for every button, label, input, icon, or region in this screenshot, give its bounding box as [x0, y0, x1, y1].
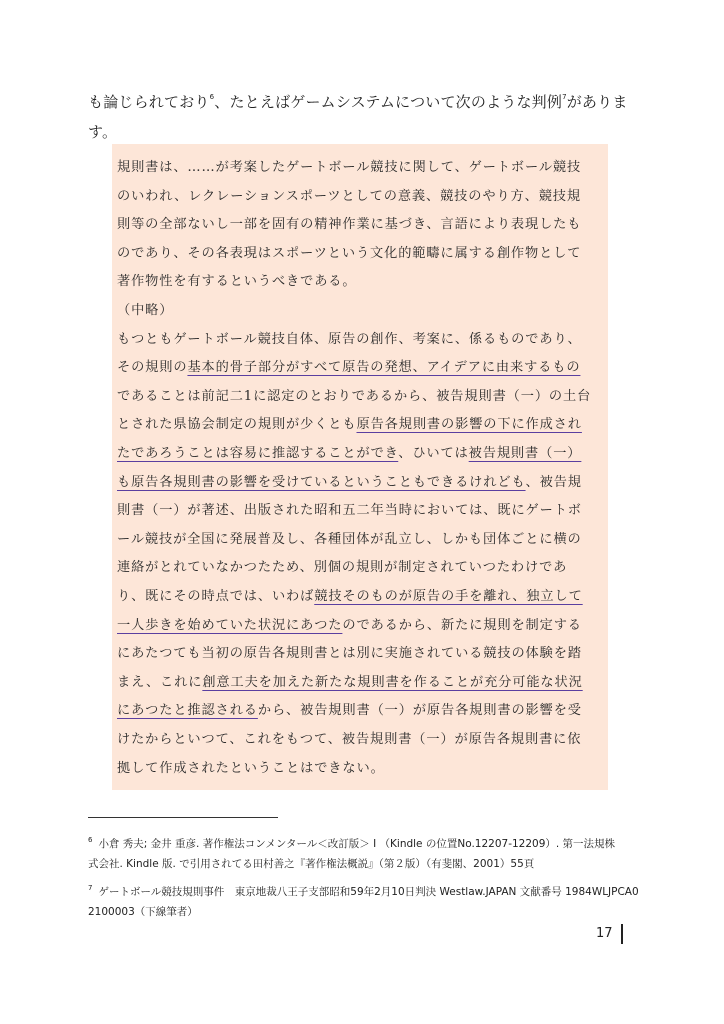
- quote-text: もつともゲートボール競技自体、原告の創作、考案に、係るものであり、: [117, 331, 582, 347]
- footnote-7-line-2: [88, 900, 648, 924]
- quote-line: [117, 211, 607, 239]
- quote-text: 拠して作成されたということはできない。: [117, 760, 385, 776]
- quote-text: 連絡がとれていなかつたため、別個の規則が制定されていつたわけであ: [117, 560, 568, 576]
- intro-text-1: も論じられており: [88, 93, 210, 111]
- quote-line: [117, 526, 607, 554]
- quote-line: [117, 583, 607, 611]
- intro-text-2: 、たとえばゲームシステムについて次のような判例: [214, 93, 563, 111]
- footnote-6-line-2: [88, 852, 648, 876]
- quote-text: 則書（一）が著述、出版された昭和五二年当時においては、既にゲートボ: [117, 503, 582, 519]
- quote-text: であることは前記二1に認定のとおりであるから、被告規則書（一）の土台: [117, 388, 592, 404]
- underlined-text: 一人歩きを始めていた状況にあつた: [117, 617, 343, 633]
- quote-line: [117, 326, 607, 354]
- footnote-ref-6[interactable]: 6: [209, 93, 215, 101]
- intro-text-4: す。: [88, 123, 118, 141]
- quote-line: [117, 640, 607, 668]
- quote-text: 則等の全部ないし一部を固有の精神作業に基づき、言語により表現したも: [117, 217, 582, 233]
- quote-text: その規則の: [117, 360, 188, 376]
- quote-line: [117, 383, 607, 411]
- footnote-separator: [88, 817, 278, 818]
- intro-paragraph: [88, 82, 648, 147]
- quote-line: [117, 554, 607, 582]
- quote-text: から、被告規則書（一）が原告各規則書の影響を受: [257, 703, 582, 719]
- quote-line: [117, 154, 607, 182]
- underlined-text: も原告各規則書の影響を受けているということもできるけれども: [117, 474, 526, 490]
- quote-line: [117, 297, 607, 325]
- quote-text: のいわれ、レクレーションスポーツとしての意義、競技のやり方、競技規: [117, 188, 581, 204]
- quote-text: にあたつても当初の原告各規則書とは別に実施されている競技の体験を踏: [117, 646, 582, 662]
- quote-line: [117, 411, 607, 439]
- quote-line: [117, 669, 607, 697]
- quote-text: 、被告規: [525, 474, 582, 490]
- quote-line: [117, 183, 607, 211]
- quote-line: [117, 726, 607, 754]
- quote-text: 規則書は、……が考案したゲートボール競技に関して、ゲートボール競技: [117, 160, 582, 175]
- quote-text: ール競技が全国に発展普及し、各種団体が乱立し、しかも団体ごとに横の: [117, 531, 582, 547]
- underlined-text: にあつたと推認される: [117, 703, 258, 719]
- footnote-6-text: 小倉 秀夫; 金井 重彦. 著作権法コンメンタール＜改訂版＞ I （Kindle の位置No.12207-12209）. 第一法規株: [98, 838, 616, 850]
- footnote-ref-7[interactable]: 7: [562, 93, 567, 101]
- footnote-7-text-cont: 2100003（下線筆者）: [88, 906, 198, 918]
- underlined-text: 創意工夫を加えた新たな規則書を作ることが充分可能な状況: [202, 674, 583, 690]
- quote-text: のであり、その各表現はスポーツという文化的範疇に属する創作物として: [117, 245, 582, 261]
- quote-text: のであるから、新たに規則を制定する: [342, 617, 582, 633]
- quote-line: [117, 697, 607, 725]
- quote-line: [117, 469, 607, 497]
- page-number: 17: [596, 924, 623, 944]
- underlined-text: 被告規則書（一）: [468, 446, 582, 461]
- underlined-text: 競技そのものが原告の手を離れ、独立して: [314, 589, 583, 604]
- quote-line: [117, 497, 607, 525]
- quote-text: まえ、これに: [117, 674, 203, 690]
- quote-text: 著作物性を有するというべきである。: [117, 274, 357, 290]
- footnote-7-number: 7: [88, 884, 93, 892]
- quote-line: [117, 240, 607, 268]
- underlined-text: 原告各規則書の影響の下に作成され: [356, 417, 582, 433]
- quote-line: [117, 612, 607, 640]
- quote-text: けたからといつて、これをもつて、被告規則書（一）が原告各規則書に依: [117, 732, 582, 747]
- quote-text: 、ひいては: [398, 446, 469, 461]
- quote-line: [117, 755, 607, 783]
- intro-text-3: がありま: [566, 93, 628, 111]
- quote-line: [117, 440, 607, 468]
- quote-text: り、既にその時点では、いわば: [117, 589, 315, 604]
- quote-line: [117, 268, 607, 296]
- underlined-text: 基本的骨子部分がすべて原告の発想、アイデアに由来するもの: [187, 360, 581, 376]
- footnote-6-text-cont: 式会社. Kindle 版. で引用されてる田村善之『著作権法概説』（第２版）（有斐閣、2001）55頁: [88, 858, 535, 870]
- footnote-6-number: 6: [88, 836, 93, 844]
- quote-text: とされた県協会制定の規則が少くとも: [117, 417, 357, 433]
- quote-line: [117, 354, 607, 382]
- underlined-text: たであろうことは容易に推認することができ: [117, 446, 399, 461]
- quote-text: （中略）: [117, 303, 174, 318]
- footnote-7-text: ゲートボール競技規則事件 東京地裁八王子支部昭和59年2月10日判決 Westlaw.JAPAN 文献番号 1984WLJPCA0: [98, 886, 639, 898]
